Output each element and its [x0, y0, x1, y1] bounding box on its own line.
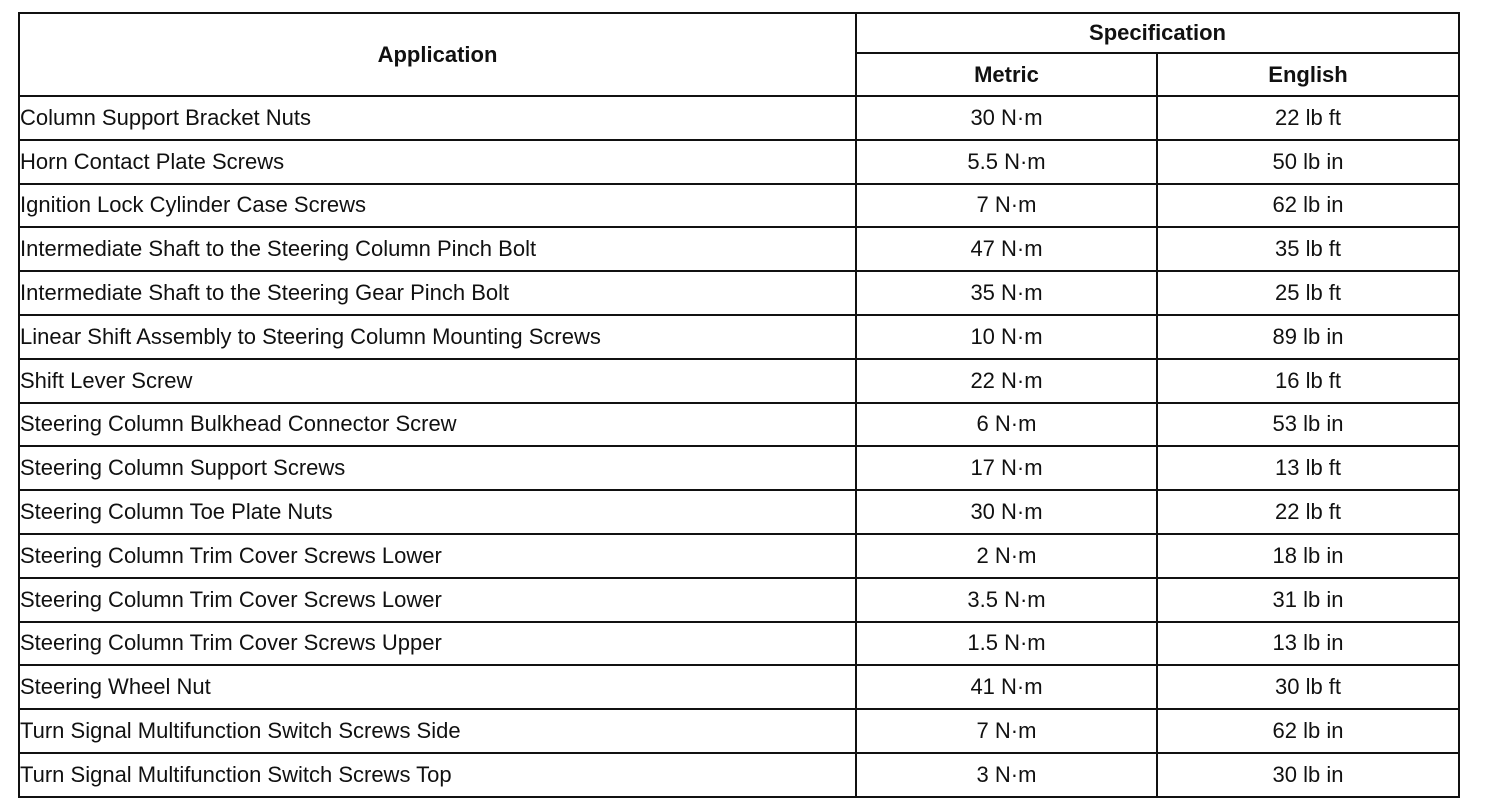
- metric-value-cell: 35 N·m: [856, 271, 1157, 315]
- metric-value-cell: 1.5 N·m: [856, 622, 1157, 666]
- table-row: [19, 622, 1459, 666]
- table-row: [19, 490, 1459, 534]
- english-value-cell: 89 lb in: [1157, 315, 1459, 359]
- english-value-cell: 35 lb ft: [1157, 227, 1459, 271]
- metric-value-cell: 47 N·m: [856, 227, 1157, 271]
- english-value-cell: 31 lb in: [1157, 578, 1459, 622]
- table-row: [19, 665, 1459, 709]
- english-value-cell: 53 lb in: [1157, 403, 1459, 447]
- application-cell: Horn Contact Plate Screws: [19, 140, 856, 184]
- application-cell: Steering Column Trim Cover Screws Lower: [19, 578, 856, 622]
- table-row: [19, 271, 1459, 315]
- english-value-cell: 13 lb ft: [1157, 446, 1459, 490]
- metric-column-header: Metric: [856, 53, 1157, 96]
- application-cell: Intermediate Shaft to the Steering Gear Pinch Bolt: [19, 271, 856, 315]
- table-row: [19, 709, 1459, 753]
- table-row: [19, 359, 1459, 403]
- metric-value-cell: 10 N·m: [856, 315, 1157, 359]
- metric-value-cell: 22 N·m: [856, 359, 1157, 403]
- english-value-cell: 22 lb ft: [1157, 96, 1459, 140]
- metric-value-cell: 3.5 N·m: [856, 578, 1157, 622]
- metric-value-cell: 7 N·m: [856, 709, 1157, 753]
- application-cell: Ignition Lock Cylinder Case Screws: [19, 184, 856, 228]
- english-value-cell: 30 lb ft: [1157, 665, 1459, 709]
- table-header: [19, 13, 1459, 96]
- english-column-header: English: [1157, 53, 1459, 96]
- table-row: [19, 753, 1459, 797]
- metric-value-cell: 7 N·m: [856, 184, 1157, 228]
- table-row: [19, 578, 1459, 622]
- table-row: [19, 227, 1459, 271]
- metric-value-cell: 30 N·m: [856, 490, 1157, 534]
- application-cell: Turn Signal Multifunction Switch Screws Side: [19, 709, 856, 753]
- application-cell: Shift Lever Screw: [19, 359, 856, 403]
- english-value-cell: 22 lb ft: [1157, 490, 1459, 534]
- application-cell: Column Support Bracket Nuts: [19, 96, 856, 140]
- specification-column-header: Specification: [856, 13, 1459, 53]
- metric-value-cell: 30 N·m: [856, 96, 1157, 140]
- application-cell: Turn Signal Multifunction Switch Screws Top: [19, 753, 856, 797]
- metric-value-cell: 6 N·m: [856, 403, 1157, 447]
- application-cell: Steering Column Support Screws: [19, 446, 856, 490]
- table-row: [19, 184, 1459, 228]
- application-cell: Steering Column Trim Cover Screws Upper: [19, 622, 856, 666]
- metric-value-cell: 2 N·m: [856, 534, 1157, 578]
- application-cell: Steering Column Toe Plate Nuts: [19, 490, 856, 534]
- metric-value-cell: 41 N·m: [856, 665, 1157, 709]
- table-row: [19, 315, 1459, 359]
- table-row: [19, 534, 1459, 578]
- english-value-cell: 30 lb in: [1157, 753, 1459, 797]
- english-value-cell: 50 lb in: [1157, 140, 1459, 184]
- english-value-cell: 62 lb in: [1157, 709, 1459, 753]
- application-cell: Steering Wheel Nut: [19, 665, 856, 709]
- english-value-cell: 62 lb in: [1157, 184, 1459, 228]
- metric-value-cell: 5.5 N·m: [856, 140, 1157, 184]
- application-cell: Linear Shift Assembly to Steering Column Mounting Screws: [19, 315, 856, 359]
- english-value-cell: 13 lb in: [1157, 622, 1459, 666]
- application-cell: Steering Column Bulkhead Connector Screw: [19, 403, 856, 447]
- table-row: [19, 96, 1459, 140]
- english-value-cell: 18 lb in: [1157, 534, 1459, 578]
- metric-value-cell: 17 N·m: [856, 446, 1157, 490]
- application-column-header: Application: [19, 13, 856, 96]
- english-value-cell: 25 lb ft: [1157, 271, 1459, 315]
- table-row: [19, 446, 1459, 490]
- table-body: [19, 96, 1459, 797]
- application-cell: Steering Column Trim Cover Screws Lower: [19, 534, 856, 578]
- metric-value-cell: 3 N·m: [856, 753, 1157, 797]
- application-cell: Intermediate Shaft to the Steering Column Pinch Bolt: [19, 227, 856, 271]
- english-value-cell: 16 lb ft: [1157, 359, 1459, 403]
- header-row-top: [19, 13, 1459, 53]
- table-row: [19, 140, 1459, 184]
- fastener-specification-table: [18, 12, 1460, 798]
- table-row: [19, 403, 1459, 447]
